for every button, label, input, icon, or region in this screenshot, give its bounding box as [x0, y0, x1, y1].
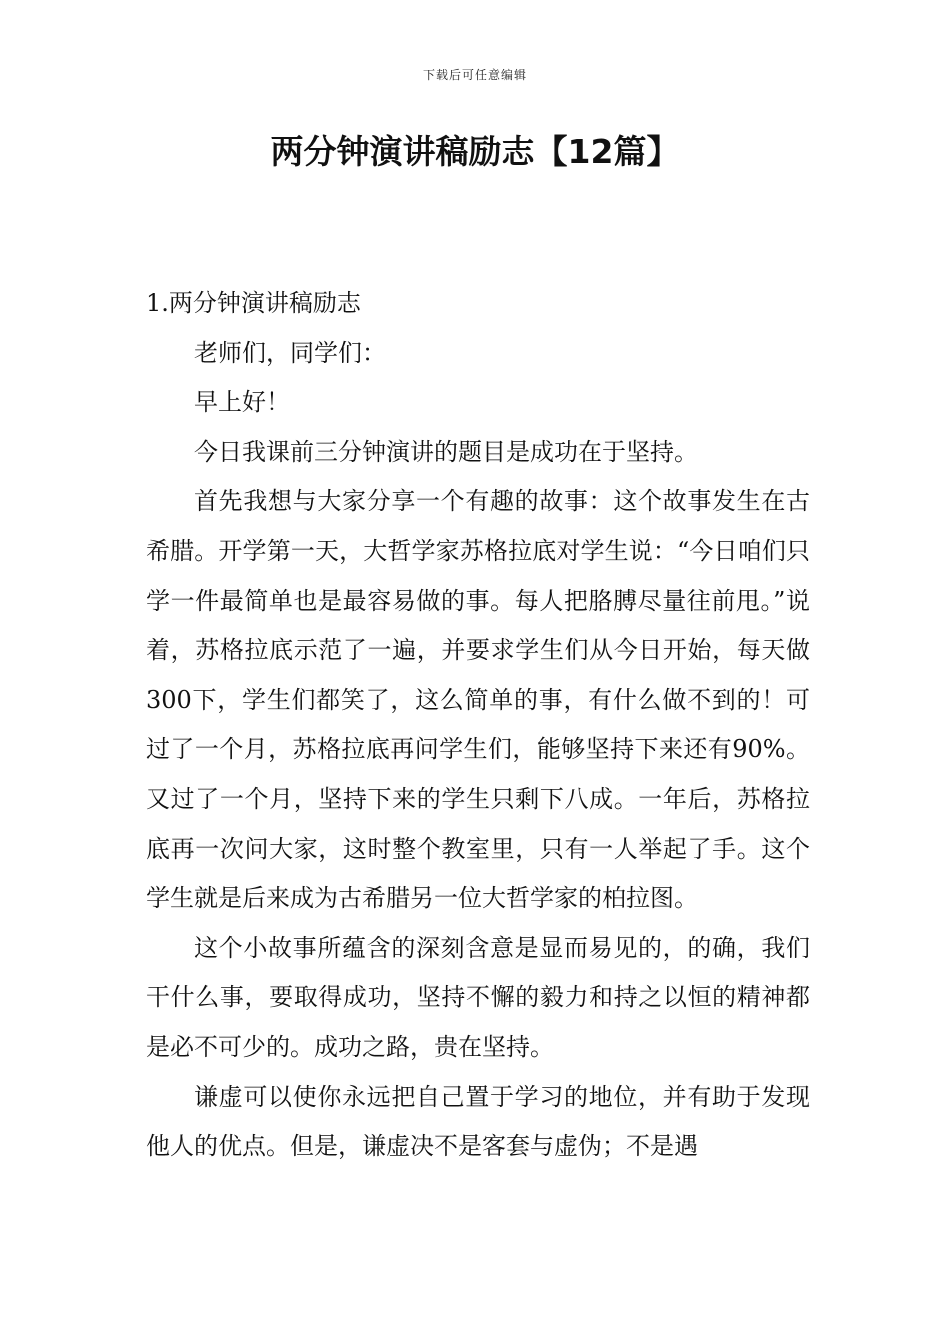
paragraph-good-morning: 早上好！ [194, 388, 290, 417]
document-body [146, 279, 810, 1172]
paragraph-topic: 今日我课前三分钟演讲的题目是成功在于坚持。 [194, 437, 698, 466]
header-note: 下载后可任意编辑 [422, 68, 527, 82]
paragraph-story: 首先我想与大家分享一个有趣的故事：这个故事发生在古希腊。开学第一天，大哲学家苏格拉底对学生说：“今日咱们只学一件最简单也是最容易做的事。每人把胳膊尽量往前甩。”说着，苏格拉底示范了一遍，并要求学生们从今日开始，每天做300下，学生们都笑了，这么简单的事，有什么做不到的！可过了一个月，苏格拉底再问学生们，能够坚持下来还有90%。又过了一个月，坚持下来的学生只剩下八成。一年后，苏格拉底再一次问大家，这时整个教室里，只有一人举起了手。这个学生就是后来成为古希腊另一位大哲学家的柏拉图。 [146, 487, 810, 913]
paragraph-greeting: 老师们，同学们： [194, 338, 386, 367]
section-heading: 1.两分钟演讲稿励志 [146, 289, 361, 317]
paragraph-meaning: 这个小故事所蕴含的深刻含意是显而易见的，的确，我们干什么事，要取得成功，坚持不懈的毅力和持之以恒的精神都是必不可少的。成功之路，贵在坚持。 [146, 933, 810, 1061]
document-title: 两分钟演讲稿励志【12篇】 [270, 132, 680, 171]
paragraph-modesty: 谦虚可以使你永远把自己置于学习的地位，并有助于发现他人的优点。但是，谦虚决不是客套与虚伪；不是遇 [146, 1082, 810, 1161]
